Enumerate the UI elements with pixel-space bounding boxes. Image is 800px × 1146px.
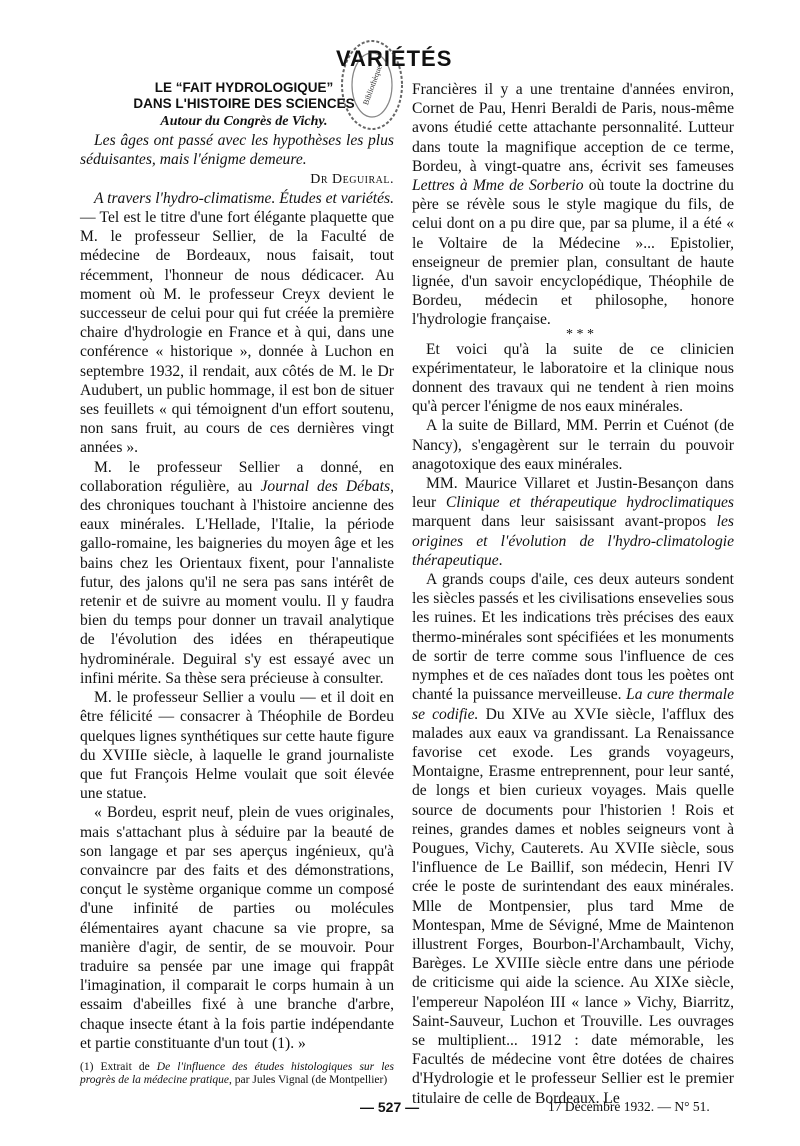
article-subtitle: Autour du Congrès de Vichy. xyxy=(160,114,328,129)
page-number: — 527 — xyxy=(360,1099,420,1115)
article-title-line-2: DANS L'HISTOIRE DES SCIENCES xyxy=(133,96,355,111)
epigraph-signature: Dr Deguiral. xyxy=(310,171,394,187)
running-title: VARIÉTÉS xyxy=(336,46,453,71)
paragraph-r2: Et voici qu'à la suite de ce clinicien expérimentateur, le laboratoire et la clinique nous donnent des travaux qui ne tendent à rien moins qu'à percer l'énigme de nos eaux minérales. xyxy=(412,340,734,416)
epigraph: Les âges ont passé avec les hypothèses les plus séduisantes, mais l'énigme demeure. xyxy=(80,132,394,169)
stamp-text: Bibliothèque xyxy=(361,64,384,107)
left-column xyxy=(80,80,394,1088)
section-separator: * * * xyxy=(566,326,594,342)
paragraph-r1: Francières il y a une trentaine d'années environ, Cornet de Pau, Henri Beraldi de Paris, nous-même avons étudié cette attachante personnalité. Lutteur dans toute la magnifique acception de ce terme, Bordeu, à vingt-quatre ans, écrivit ses fameuses Lettres à Mme de Sorberio où toute la doctrine du père se révèle sous le style magique du fils, de celui dont on a pu dire que, par sa plume, il a été « le Voltaire de la Médecine »... Epistolier, enseigneur de premier plan, consultant de haute lignée, d'un savoir encyclopédique, Théophile de Bordeu, médecin et philosophe, honore l'hydrologie française. xyxy=(412,81,734,329)
issue-date: 17 Décembre 1932. — N° 51. xyxy=(548,1099,710,1114)
footnote: (1) Extrait de De l'influence des études histologiques sur les progrès de la médecine pratique, par Jules Vignal (de Montpellier) xyxy=(80,1060,394,1087)
paragraph-2: M. le professeur Sellier a donné, en collaboration régulière, au Journal des Débats, des chroniques touchant à l'histoire ancienne des eaux minérales. L'Hellade, l'Italie, la période gallo-romaine, les baigneries du moyen âge et les bains chez les Orientaux fixent, pour l'annaliste futur, des jalons qu'il ne sera pas sans intérêt de retenir et de suivre au moment voulu. Il y faudra bien du temps pour donner un travail analytique de l'évolution des idées en thérapeutique hydrominérale. Deguiral s'y est essayé avec un infini mérite. Sa thèse sera précieuse à consulter. xyxy=(80,458,394,687)
paragraph-r3: A la suite de Billard, MM. Perrin et Cuénot (de Nancy), s'engagèrent sur le terrain du pouvoir anagotoxique des eaux minérales. xyxy=(412,417,734,473)
paragraph-r4: MM. Maurice Villaret et Justin-Besançon dans leur Clinique et thérapeutique hydroclimatiques marquent dans leur saisissant avant-propos les origines et l'évolution de l'hydro-climatologie thérapeutique. xyxy=(412,475,734,569)
right-column xyxy=(412,80,734,1108)
paragraph-4-quote: « Bordeu, esprit neuf, plein de vues originales, mais s'attachant plus à séduire par la beauté de son langage et par ses aperçus ingénieux, qu'à convaincre par des faits et des démonstrations, conçut le système organique comme un composé d'une infinité de parties ou molécules élémentaires ayant chacune sa vie propre, sa manière d'agir, de sentir, de se mouvoir. Pour traduire sa pensée par une image qui frappât l'imagination, il comparait le corps humain à un essaim d'abeilles fixé à une branche d'arbre, chaque insecte étant à la fois partie indépendante et partie constituante d'un tout (1). » xyxy=(80,804,394,1052)
article-title-line-1: LE “FAIT HYDROLOGIQUE” xyxy=(154,80,334,95)
paragraph-1: A travers l'hydro-climatisme. Études et variétés. — Tel est le titre d'une fort élégante plaquette que M. le professeur Sellier, de la Faculté de médecine de Bordeaux, nous faisait, tout récemment, l'honneur de nous dédicacer. Au moment où M. le professeur Creyx devient le successeur de celui pour qui fut créée la première chaire d'hydrologie en France et à qui, dans une conférence « historique », donnée à Luchon en septembre 1932, il rendait, aux côtés de M. le Dr Audubert, un public hommage, il est bon de situer ses feuillets « qui témoignent d'un effort soutenu, non sans fruit, au cours de ces dernières vingt années ». xyxy=(80,189,394,457)
paragraph-3: M. le professeur Sellier a voulu — et il doit en être félicité — consacrer à Théophile de Bordeu quelques lignes synthétiques sur cette haute figure du XVIIIe siècle, à laquelle le grand journaliste que fut François Helme voulait que soit élevée une statue. xyxy=(80,689,394,803)
paragraph-r5: A grands coups d'aile, ces deux auteurs sondent les siècles passés et les civilisations ensevelies sous les ruines. Et les indications très précises des eaux thermo-minérales sont spécifiées et les monuments de sortir de terre comme sous l'influence de ces nymphes et de ces naïades dont tous les poètes ont chanté la puissance merveilleuse. La cure thermale se codifie. Du XIVe au XVIe siècle, l'afflux des malades aux eaux va grandissant. La Renaissance favorise cet exode. Les grands voyageurs, Montaigne, Erasme entreprennent, pour leur santé, de longs et bien curieux voyages. Mais quelle source de documents pour l'historien ! Rois et reines, grandes dames et nobles seigneurs vont à Pougues, Vichy, Cauterets. Au XVIIe siècle, sous l'influence de Le Baillif, son médecin, Henri IV crée le poste de surintendant des eaux minérales. Mlle de Montpensier, plus tard Mme de Montespan, Mme de Sévigné, Mme de Maintenon illustrent Forges, Bourbon-l'Archambault, Vichy, Barèges. Le XVIIIe siècle entre dans une période de criticisme qui aide la science. Au XIXe siècle, l'empereur Napoléon III « lance » Vichy, Biarritz, Saint-Sauveur, Luchon et Trouville. Les ouvrages se multiplient... 1912 : date mémorable, les Facultés de médecine vont être dotées de chaires d'Hydrologie et le professeur Sellier est le premier titulaire de celle de Bordeaux. Le xyxy=(412,571,735,1107)
